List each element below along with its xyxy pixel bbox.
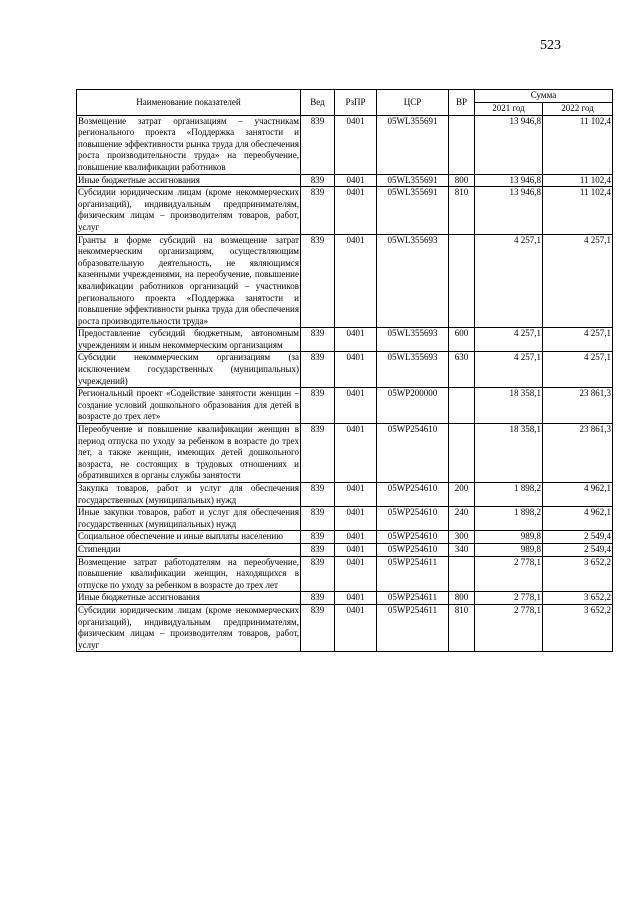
table-row [77, 328, 613, 352]
table-row [77, 174, 613, 187]
row-vr: 300 [449, 531, 475, 544]
row-csr: 05WP254611 [377, 556, 449, 592]
row-name: Гранты в форме субсидий на возмещение затрат некоммерческим организациям, осуществляющим образовательную деятельность, не являющимся казенными учреждениями, на переобучение, повышение квалификации работников организаций – участников регионального проекта «Поддержка занятости и повышение эффективности рынка труда для обеспечения роста производительности труда» [77, 234, 301, 328]
row-sum-2021: 13 946,8 [475, 115, 543, 174]
row-ved: 839 [301, 507, 335, 531]
row-csr: 05WL355693 [377, 352, 449, 388]
table-row [77, 592, 613, 605]
row-sum-2021: 2 778,1 [475, 604, 543, 651]
row-ved: 839 [301, 174, 335, 187]
row-sum-2021: 1 898,2 [475, 507, 543, 531]
row-csr: 05WP254611 [377, 604, 449, 651]
header-sum: Сумма [475, 90, 613, 103]
table-row [77, 115, 613, 174]
row-sum-2022: 23 861,3 [543, 424, 613, 483]
row-rzpr: 0401 [335, 604, 377, 651]
row-vr: 800 [449, 174, 475, 187]
row-vr: 810 [449, 604, 475, 651]
row-csr: 05WP254611 [377, 592, 449, 605]
row-csr: 05WP254610 [377, 483, 449, 507]
table-row [77, 543, 613, 556]
row-rzpr: 0401 [335, 174, 377, 187]
row-name: Социальное обеспечение и иные выплаты населению [77, 531, 301, 544]
row-name: Субсидии юридическим лицам (кроме некоммерческих организаций), индивидуальным предпринимателям, физическим лицам – производителям товаров, работ, услуг [77, 604, 301, 651]
row-name: Иные закупки товаров, работ и услуг для обеспечения государственных (муниципальных) нужд [77, 507, 301, 531]
row-vr: 200 [449, 483, 475, 507]
row-sum-2022: 11 102,4 [543, 115, 613, 174]
row-vr: 340 [449, 543, 475, 556]
table-row [77, 604, 613, 651]
table-row [77, 531, 613, 544]
row-rzpr: 0401 [335, 507, 377, 531]
row-rzpr: 0401 [335, 234, 377, 328]
row-rzpr: 0401 [335, 115, 377, 174]
row-ved: 839 [301, 483, 335, 507]
row-ved: 839 [301, 592, 335, 605]
row-sum-2021: 4 257,1 [475, 328, 543, 352]
row-rzpr: 0401 [335, 388, 377, 424]
row-name: Стипендии [77, 543, 301, 556]
budget-table [76, 89, 613, 652]
row-sum-2022: 11 102,4 [543, 187, 613, 234]
table-row [77, 424, 613, 483]
row-csr: 05WP254610 [377, 424, 449, 483]
row-rzpr: 0401 [335, 531, 377, 544]
row-sum-2022: 3 652,2 [543, 604, 613, 651]
row-sum-2021: 4 257,1 [475, 352, 543, 388]
row-sum-2022: 23 861,3 [543, 388, 613, 424]
row-sum-2021: 2 778,1 [475, 556, 543, 592]
row-sum-2021: 18 358,1 [475, 424, 543, 483]
row-vr [449, 115, 475, 174]
row-ved: 839 [301, 115, 335, 174]
row-csr: 05WP254610 [377, 531, 449, 544]
row-ved: 839 [301, 531, 335, 544]
row-ved: 839 [301, 234, 335, 328]
table-row [77, 388, 613, 424]
header-2022: 2022 год [543, 102, 613, 115]
header-csr: ЦСР [377, 90, 449, 116]
row-vr [449, 424, 475, 483]
table-row [77, 507, 613, 531]
row-name: Субсидии некоммерческим организациям (за исключением государственных (муниципальных) учреждений) [77, 352, 301, 388]
row-sum-2022: 4 257,1 [543, 352, 613, 388]
page-number: 523 [540, 38, 561, 53]
row-ved: 839 [301, 424, 335, 483]
table-row [77, 556, 613, 592]
row-name: Иные бюджетные ассигнования [77, 174, 301, 187]
row-csr: 05WL355691 [377, 115, 449, 174]
row-csr: 05WP254610 [377, 543, 449, 556]
row-vr: 800 [449, 592, 475, 605]
row-name: Субсидии юридическим лицам (кроме некоммерческих организаций), индивидуальным предпринимателям, физическим лицам – производителям товаров, работ, услуг [77, 187, 301, 234]
row-rzpr: 0401 [335, 328, 377, 352]
row-rzpr: 0401 [335, 187, 377, 234]
row-csr: 05WL355691 [377, 174, 449, 187]
row-rzpr: 0401 [335, 556, 377, 592]
row-ved: 839 [301, 187, 335, 234]
row-sum-2022: 3 652,2 [543, 592, 613, 605]
row-sum-2021: 13 946,8 [475, 187, 543, 234]
row-csr: 05WP254610 [377, 507, 449, 531]
row-name: Закупка товаров, работ и услуг для обеспечения государственных (муниципальных) нужд [77, 483, 301, 507]
row-sum-2021: 2 778,1 [475, 592, 543, 605]
row-sum-2022: 4 257,1 [543, 328, 613, 352]
row-name: Региональный проект «Содействие занятости женщин – создание условий дошкольного образования для детей в возрасте до трех лет» [77, 388, 301, 424]
row-vr [449, 234, 475, 328]
row-csr: 05WP200000 [377, 388, 449, 424]
table-row [77, 483, 613, 507]
row-sum-2021: 13 946,8 [475, 174, 543, 187]
row-sum-2022: 4 962,1 [543, 507, 613, 531]
row-sum-2022: 4 962,1 [543, 483, 613, 507]
row-ved: 839 [301, 328, 335, 352]
row-sum-2022: 2 549,4 [543, 543, 613, 556]
row-ved: 839 [301, 543, 335, 556]
header-name: Наименование показателей [77, 90, 301, 116]
row-sum-2021: 1 898,2 [475, 483, 543, 507]
header-ved: Вед [301, 90, 335, 116]
row-sum-2022: 4 257,1 [543, 234, 613, 328]
header-rzpr: РзПР [335, 90, 377, 116]
table-row [77, 352, 613, 388]
row-rzpr: 0401 [335, 424, 377, 483]
table-row [77, 187, 613, 234]
row-ved: 839 [301, 352, 335, 388]
row-sum-2022: 2 549,4 [543, 531, 613, 544]
row-rzpr: 0401 [335, 543, 377, 556]
header-vr: ВР [449, 90, 475, 116]
row-sum-2021: 18 358,1 [475, 388, 543, 424]
row-vr: 240 [449, 507, 475, 531]
row-vr [449, 388, 475, 424]
row-vr: 630 [449, 352, 475, 388]
row-vr [449, 556, 475, 592]
row-name: Возмещение затрат организациям – участникам регионального проекта «Поддержка занятости и повышение эффективности рынка труда для обеспечения роста производительности труда» на переобучение, повышение квалификации работников [77, 115, 301, 174]
row-csr: 05WL355693 [377, 328, 449, 352]
row-csr: 05WL355691 [377, 187, 449, 234]
row-vr: 600 [449, 328, 475, 352]
row-ved: 839 [301, 388, 335, 424]
row-sum-2021: 4 257,1 [475, 234, 543, 328]
row-name: Переобучение и повышение квалификации женщин в период отпуска по уходу за ребенком в возрасте до трех лет, а также женщин, имеющих детей дошкольного возраста, не состоящих в трудовых отношениях и обратившихся в органы службы занятости [77, 424, 301, 483]
row-name: Возмещение затрат работодателям на переобучение, повышение квалификации женщин, находящихся в отпуске по уходу за ребенком в возрасте до трех лет [77, 556, 301, 592]
row-ved: 839 [301, 556, 335, 592]
row-vr: 810 [449, 187, 475, 234]
row-sum-2022: 11 102,4 [543, 174, 613, 187]
row-name: Иные бюджетные ассигнования [77, 592, 301, 605]
row-ved: 839 [301, 604, 335, 651]
table-row [77, 234, 613, 328]
row-sum-2022: 3 652,2 [543, 556, 613, 592]
row-sum-2021: 989,8 [475, 531, 543, 544]
row-rzpr: 0401 [335, 592, 377, 605]
row-rzpr: 0401 [335, 483, 377, 507]
row-csr: 05WL355693 [377, 234, 449, 328]
row-sum-2021: 989,8 [475, 543, 543, 556]
header-2021: 2021 год [475, 102, 543, 115]
row-name: Предоставление субсидий бюджетным, автономным учреждениям и иным некоммерческим организациям [77, 328, 301, 352]
row-rzpr: 0401 [335, 352, 377, 388]
